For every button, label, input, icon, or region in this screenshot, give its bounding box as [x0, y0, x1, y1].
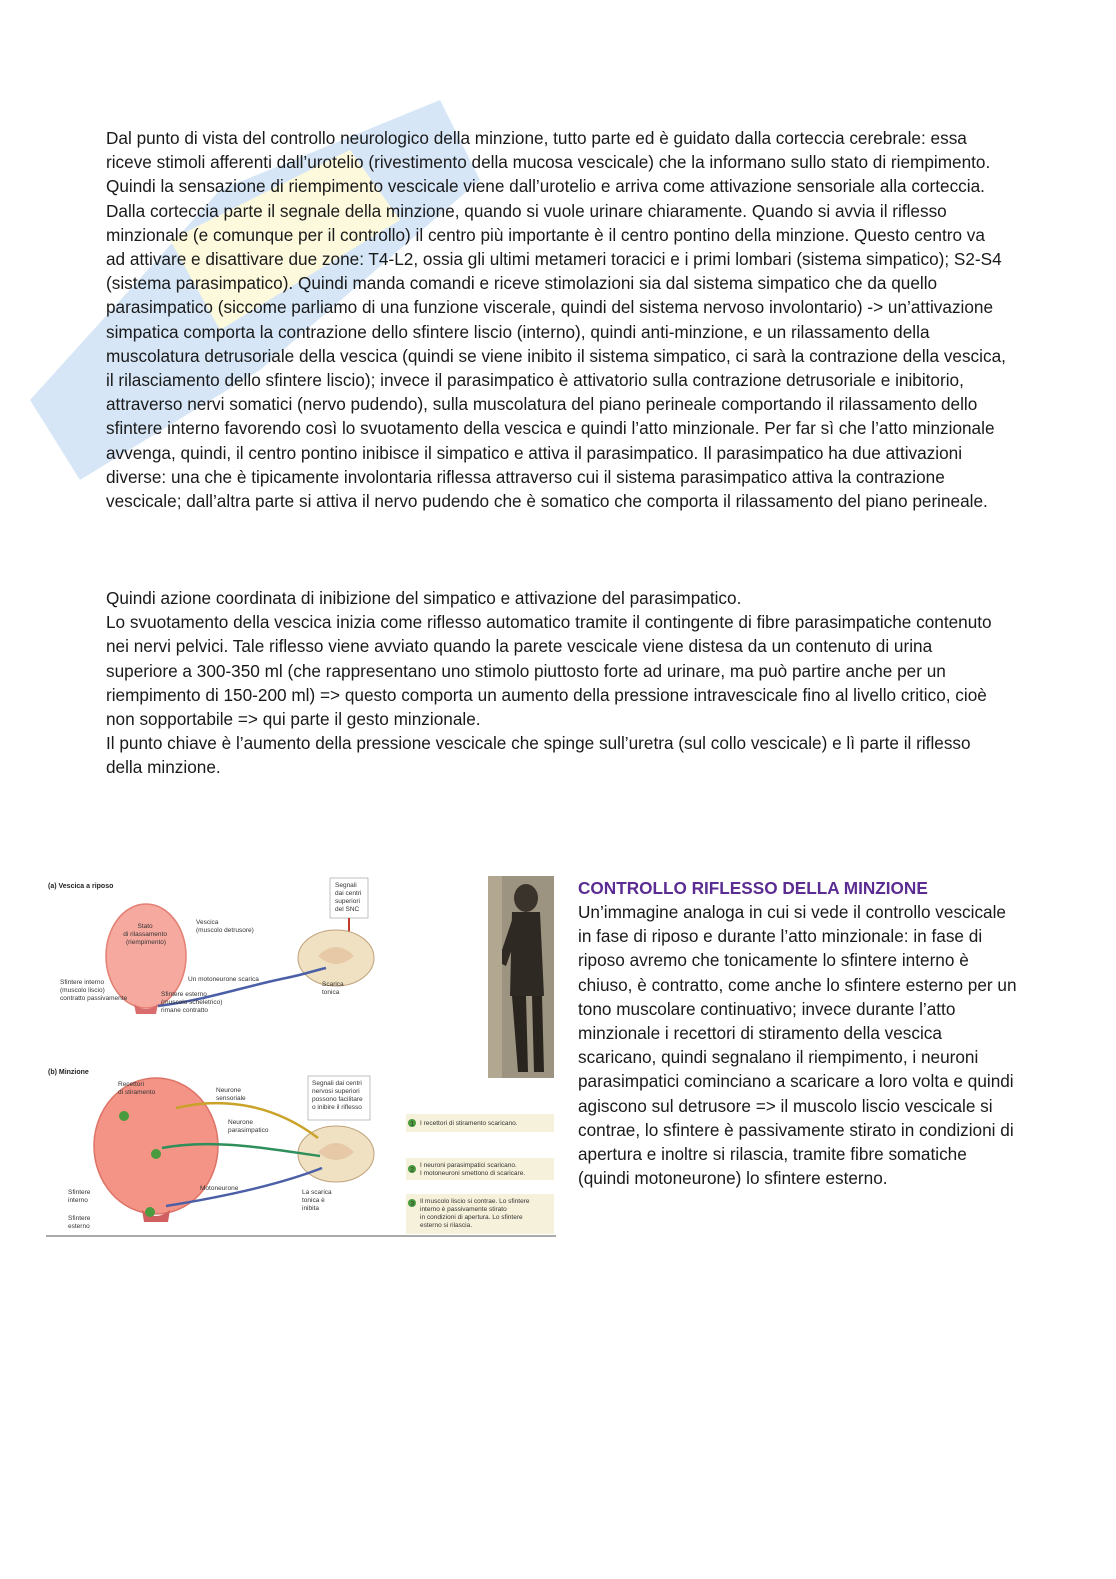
paragraph-line: Quindi azione coordinata di inibizione del simpatico e attivazione del parasimpatico.	[106, 588, 742, 608]
step-marker-2	[151, 1149, 161, 1159]
higher-centers-label: Segnali dai centri nervosi superiori possono facilitare o inibire il riflesso	[312, 1080, 363, 1111]
body-paragraph-2	[106, 586, 1006, 780]
bladder-state-label: Stato di rilassamento (riempimento)	[123, 923, 167, 946]
step-number-2: 2	[410, 1166, 415, 1174]
step-text-2: I neuroni parasimpatici scaricano. I motoneuroni smettono di scaricare.	[420, 1162, 526, 1177]
statue-photo	[488, 876, 554, 1078]
parasympathetic-neuron-label: Neurone parasimpatico	[228, 1119, 269, 1134]
internal-sphincter-label-a: Sfintere interno (muscolo liscio) contratto passivamente	[60, 979, 128, 1002]
motoneuron-label-b: Motoneurone	[200, 1185, 239, 1192]
vescica-label: Vescica (muscolo detrusore)	[196, 919, 254, 934]
bladder-voiding	[94, 1078, 218, 1214]
step-text-3: Il muscolo liscio si contrae. Lo sfintere interno è passivamente stirato in condizioni di apertura. Lo sfintere esterno si rilascia.	[420, 1198, 530, 1229]
internal-sphincter-label-b: Sfintere interno	[68, 1189, 91, 1204]
caption-body: Un’immagine analoga in cui si vede il controllo vescicale in fase di riposo e durante l’atto minzionale: in fase di riposo avremo che tonicamente lo sfintere interno è chiuso, è contratto, come anche lo sfintere esterno per un tono muscolare continuativo; invece durante l’atto minzionale i recettori di stiramento della vescica scaricano, quindi segnalano il riempimento, i neuroni parasimpatici cominciano a scaricare a loro volta e quindi agiscono sul detrusore => il muscolo liscio vescicale si contrae, lo sfintere è passivamente stirato in condizioni di apertura e inoltre si rilascia, tramite fibre somatiche (quindi motoneurone) lo sfintere esterno.	[578, 902, 1017, 1189]
step-number-1: 1	[410, 1120, 415, 1128]
step-number-3: 3	[410, 1200, 415, 1208]
micturition-reflex-diagram	[46, 876, 556, 1238]
step-marker-3	[145, 1207, 155, 1217]
step-marker-1	[119, 1111, 129, 1121]
body-paragraph-1: Dal punto di vista del controllo neurologico della minzione, tutto parte ed è guidato dalla corteccia cerebrale: essa riceve stimoli afferenti dall’urotelio (rivestimento della mucosa vescicale) che la informano sullo stato di riempimento. Quindi la sensazione di riempimento vescicale viene dall’urotelio e arriva come attivazione sensoriale alla corteccia. Dalla corteccia parte il segnale della minzione, quando si vuole urinare chiaramente. Quando si avvia il riflesso minzionale (e comunque per il controllo) il centro più importante è il centro pontino della minzione. Questo centro va ad attivare e disattivare due zone: T4-L2, ossia gli ultimi metameri toracici e i primi lombari (sistema simpatico); S2-S4 (sistema parasimpatico). Quindi manda comandi e riceve stimolazioni sia dal sistema simpatico che da quello parasimpatico (siccome parliamo di una funzione viscerale, quindi del sistema nervoso involontario) -> un’attivazione simpatica comporta la contrazione dello sfintere liscio (interno), quindi anti-minzione, e un rilassamento della muscolatura detrusoriale della vescica (quindi se viene inibito il sistema simpatico, ci sarà la contrazione della vescica, il rilasciamento dello sfintere liscio); invece il parasimpatico è attivatorio sulla contrazione detrusoriale e inibitorio, attraverso nervi somatici (nervo pudendo), sulla muscolatura del piano perineale comportando il rilassamento dello sfintere interno favorendo così lo svuotamento della vescica e quindi l’atto minzionale. Per far sì che l’atto minzionale avvenga, quindi, il centro pontino inibisce il simpatico e attiva il parasimpatico. Il parasimpatico ha due attivazioni diverse: una che è tipicamente involontaria riflessa attraverso cui il sistema parasimpatico attiva la contrazione vescicale; dall’altra parte si attiva il nervo pudendo che è somatico che comporta il rilassamento del piano perineale.	[106, 128, 1006, 512]
paragraph-line: Il punto chiave è l’aumento della pressione vescicale che spinge sull’uretra (sul collo vescicale) e lì parte il riflesso della minzione.	[106, 733, 971, 778]
tonic-inhibited-label: La scarica tonica è inibita	[302, 1189, 332, 1212]
caption-title: CONTROLLO RIFLESSO DELLA MINZIONE	[578, 878, 928, 898]
cns-signals-label: Segnali dai centri superiori del SNC	[335, 882, 362, 913]
panel-b-title: (b) Minzione	[48, 1069, 89, 1076]
step-text-1: I recettori di stiramento scaricano.	[420, 1120, 518, 1127]
panel-a-title: (a) Vescica a riposo	[48, 883, 114, 890]
external-sphincter-label-b: Sfintere esterno	[68, 1215, 91, 1230]
external-sphincter-label-a: Sfintere esterno (muscolo scheletrico) rimane contratto	[161, 991, 223, 1014]
tonic-discharge-label: Scarica tonica	[322, 981, 344, 996]
paragraph-line: Lo svuotamento della vescica inizia come riflesso automatico tramite il contingente di fibre parasimpatiche contenuto nei nervi pelvici. Tale riflesso viene avviato quando la parete vescicale viene distesa da un contenuto di urina superiore a 300-350 ml (che rappresentano uno stimolo piuttosto forte ad urinare, ma può partire anche per un riempimento di 150-200 ml) => questo comporta un aumento della pressione intravescicale fino al livello critico, cioè non sopportabile => qui parte il gesto minzionale.	[106, 612, 992, 730]
stretch-receptors-label: Recettori di stiramento	[118, 1081, 156, 1096]
sensory-neuron-label: Neurone sensoriale	[216, 1087, 246, 1102]
motoneuron-label-a: Un motoneurone scarica	[188, 976, 259, 983]
